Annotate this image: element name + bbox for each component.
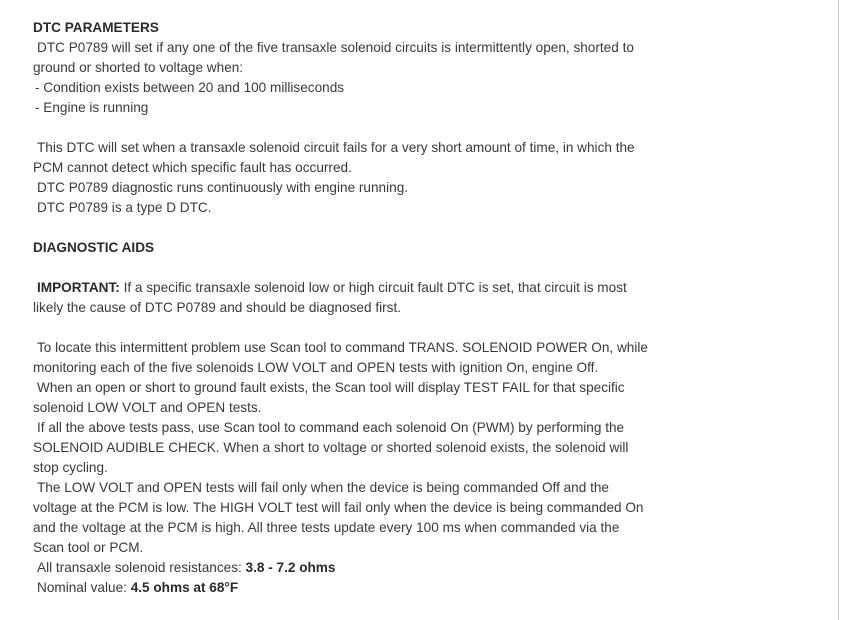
section-heading-dtc-parameters: DTC PARAMETERS (33, 20, 159, 35)
list-item: - Engine is running (35, 100, 149, 115)
paragraph-line: To locate this intermittent problem use Scan tool to command TRANS. SOLENOID POWER On, while (37, 340, 648, 355)
paragraph-line: ground or shorted to voltage when: (33, 60, 244, 75)
paragraph-line: When an open or short to ground fault exists, the Scan tool will display TEST FAIL for that specific (37, 380, 625, 395)
paragraph-line: This DTC will set when a transaxle solenoid circuit fails for a very short amount of time, in which the (37, 140, 635, 155)
spacer (33, 118, 673, 138)
section-heading-diagnostic-aids: DIAGNOSTIC AIDS (33, 240, 155, 255)
spacer (33, 218, 673, 238)
resistance-spec-line (33, 558, 673, 578)
paragraph-line: likely the cause of DTC P0789 and should be diagnosed first. (33, 300, 402, 315)
resistance-label: All transaxle solenoid resistances: (37, 560, 246, 575)
paragraph-line: solenoid LOW VOLT and OPEN tests. (33, 400, 262, 415)
paragraph-line: and the voltage at the PCM is high. All three tests update every 100 ms when commanded via the (33, 520, 620, 535)
list-item: - Condition exists between 20 and 100 milliseconds (35, 80, 345, 95)
spacer (33, 258, 673, 278)
nominal-value-line (33, 578, 673, 598)
nominal-value: 4.5 ohms at 68°F (130, 580, 239, 595)
paragraph-line: monitoring each of the five solenoids LOW VOLT and OPEN tests with ignition On, engine Off. (33, 360, 599, 375)
spacer (33, 318, 673, 338)
nominal-label: Nominal value: (37, 580, 131, 595)
resistance-value: 3.8 - 7.2 ohms (245, 560, 336, 575)
paragraph-line: SOLENOID AUDIBLE CHECK. When a short to voltage or shorted solenoid exists, the solenoid will (33, 440, 629, 455)
paragraph-line: DTC P0789 is a type D DTC. (37, 200, 212, 215)
paragraph-line: PCM cannot detect which specific fault has occurred. (33, 160, 352, 175)
paragraph-line: The LOW VOLT and OPEN tests will fail only when the device is being commanded Off and the (37, 480, 609, 495)
paragraph-line: DTC P0789 diagnostic runs continuously with engine running. (37, 180, 409, 195)
important-note-line (33, 278, 673, 298)
paragraph-line: voltage at the PCM is low. The HIGH VOLT test will fail only when the device is being commanded On (33, 500, 644, 515)
paragraph-line: stop cycling. (33, 460, 108, 475)
paragraph-line: If all the above tests pass, use Scan tool to command each solenoid On (PWM) by performing the (37, 420, 625, 435)
paragraph-line: Scan tool or PCM. (33, 540, 144, 555)
important-label: IMPORTANT: (37, 280, 120, 295)
paragraph-line: DTC P0789 will set if any one of the five transaxle solenoid circuits is intermittently open, shorted to (37, 40, 634, 55)
important-text: If a specific transaxle solenoid low or high circuit fault DTC is set, that circuit is most (119, 280, 627, 295)
document-body (33, 18, 673, 598)
